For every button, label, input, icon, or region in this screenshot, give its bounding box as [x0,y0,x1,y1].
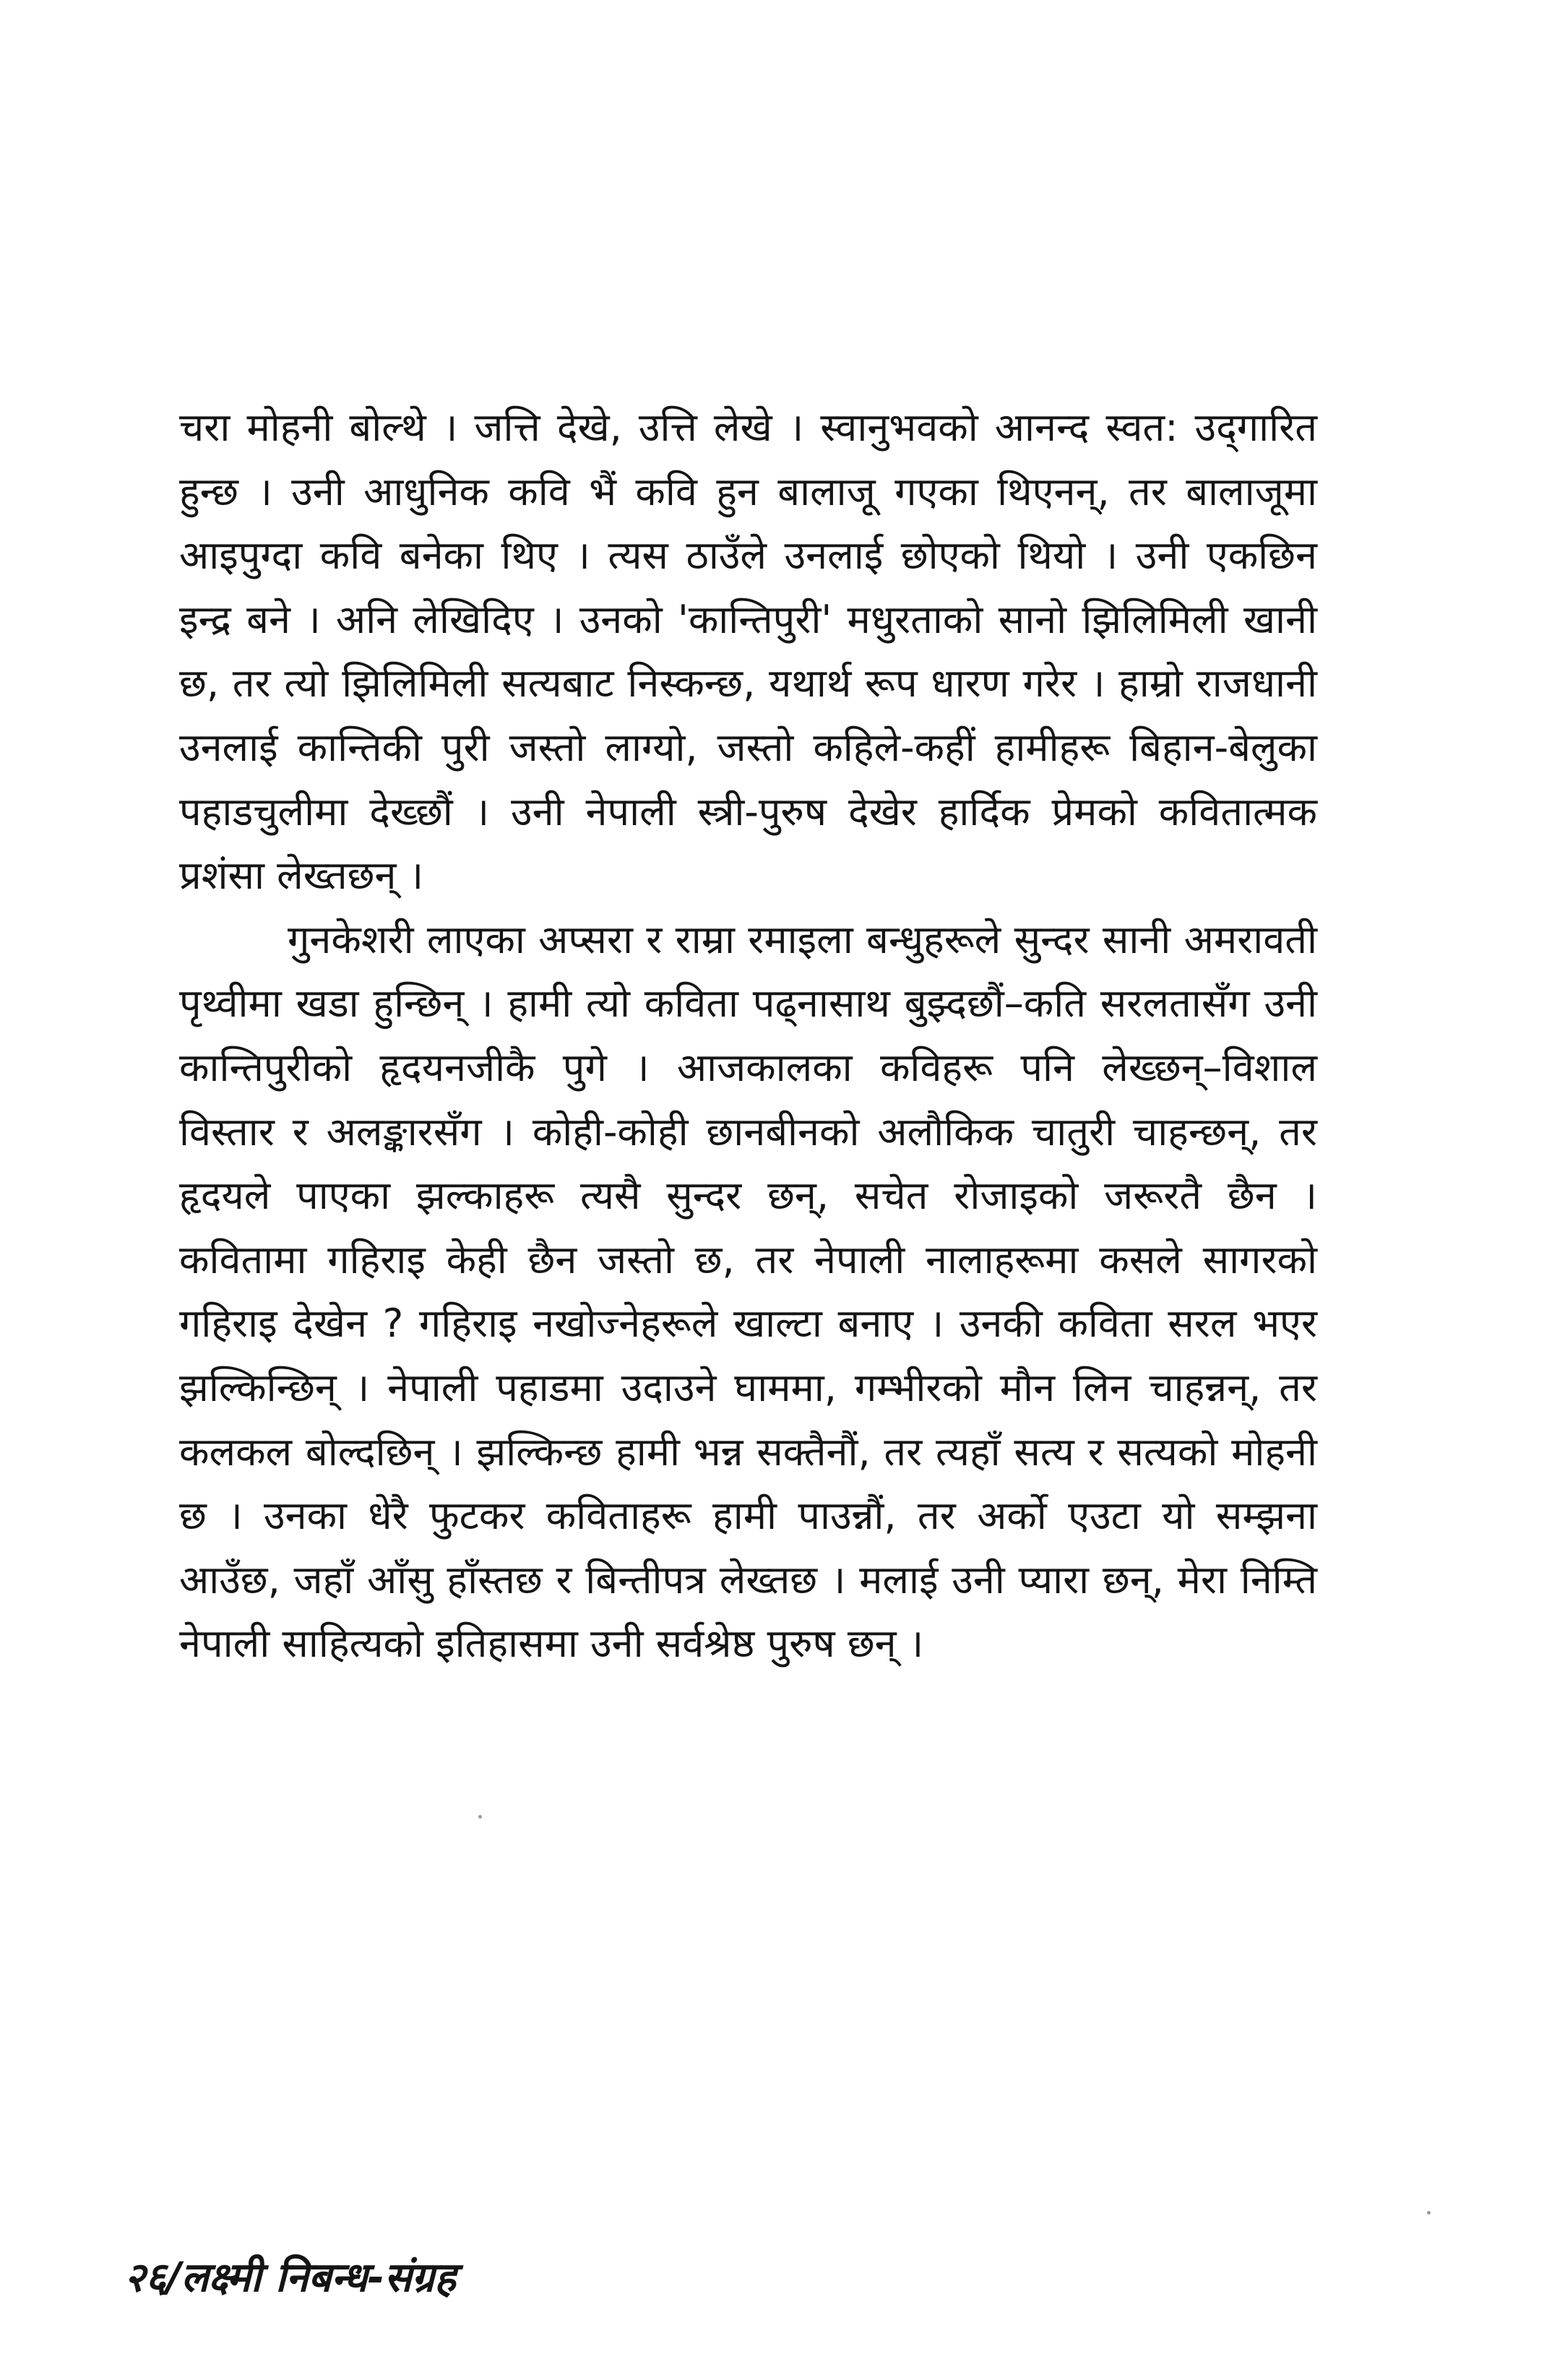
page-footer: २६/लक्ष्मी निबन्ध-संग्रह [124,2254,456,2301]
essay-body [179,396,1317,1676]
paragraph-continued: चरा मोहनी बोल्थे । जत्ति देखे, उत्ति लेखे । स्वानुभवको आनन्द स्वत: उद्‌गारित हुन्छ । उनी आधुनिक कवि भैं कवि हुन बालाजू गएका थिएनन्, तर बालाजूमा आइपुग्दा कवि बनेका थिए । त्यस ठाउँले उनलाई छोएको थियो । उनी एकछिन इन्द्र बने । अनि लेखिदिए । उनको 'कान्तिपुरी' मधुरताको सानो झिलिमिली खानी छ, तर त्यो झिलिमिली सत्यबाट निस्कन्छ, यथार्थ रूप धारण गरेर । हाम्रो राजधानी उनलाई कान्तिकी पुरी जस्तो लाग्यो, जस्तो कहिले-कहीं हामीहरू बिहान-बेलुका पहाडचुलीमा देख्छौं । उनी नेपाली स्त्री-पुरुष देखेर हार्दिक प्रेमको कवितात्मक प्रशंसा लेख्तछन् । [179,405,1317,899]
scan-speck [1427,2211,1431,2215]
scan-speck [478,1815,482,1819]
paragraph: गुनकेशरी लाएका अप्सरा र राम्रा रमाइला बन्धुहरूले सुन्दर सानी अमरावती पृथ्वीमा खडा हुन्छिन् । हामी त्यो कविता पढ्नासाथ बुझ्दछौं–कति सरलतासँग उनी कान्तिपुरीको हृदयनजीकै पुगे । आजकालका कविहरू पनि लेख्छन्–विशाल विस्तार र अलङ्कारसँग । कोही-कोही छानबीनको अलौकिक चातुरी चाहन्छन्, तर हृदयले पाएका झल्काहरू त्यसै सुन्दर छन्, सचेत रोजाइको जरूरतै छैन । कवितामा गहिराइ केही छैन जस्तो छ, तर नेपाली नालाहरूमा कसले सागरको गहिराइ देखेन ? गहिराइ नखोज्नेहरूले खाल्टा बनाए । उनकी कविता सरल भएर झल्किन्छिन् । नेपाली पहाडमा उदाउने घाममा, गम्भीरको मौन लिन चाहन्नन्, तर कलकल बोल्दछिन् । झल्किन्छ हामी भन्न सक्तैनौं, तर त्यहाँ सत्य र सत्यको मोहनी छ । उनका धेरै फुटकर कविताहरू हामी पाउन्नौं, तर अर्को एउटा यो सम्झना आउँछ, जहाँ आँसु हाँस्तछ र बिन्तीपत्र लेख्तछ । मलाई उनी प्यारा छन्, मेरा निम्ति नेपाली साहित्यको इतिहासमा उनी सर्वश्रेष्ठ पुरुष छन् । [179,916,1317,1667]
